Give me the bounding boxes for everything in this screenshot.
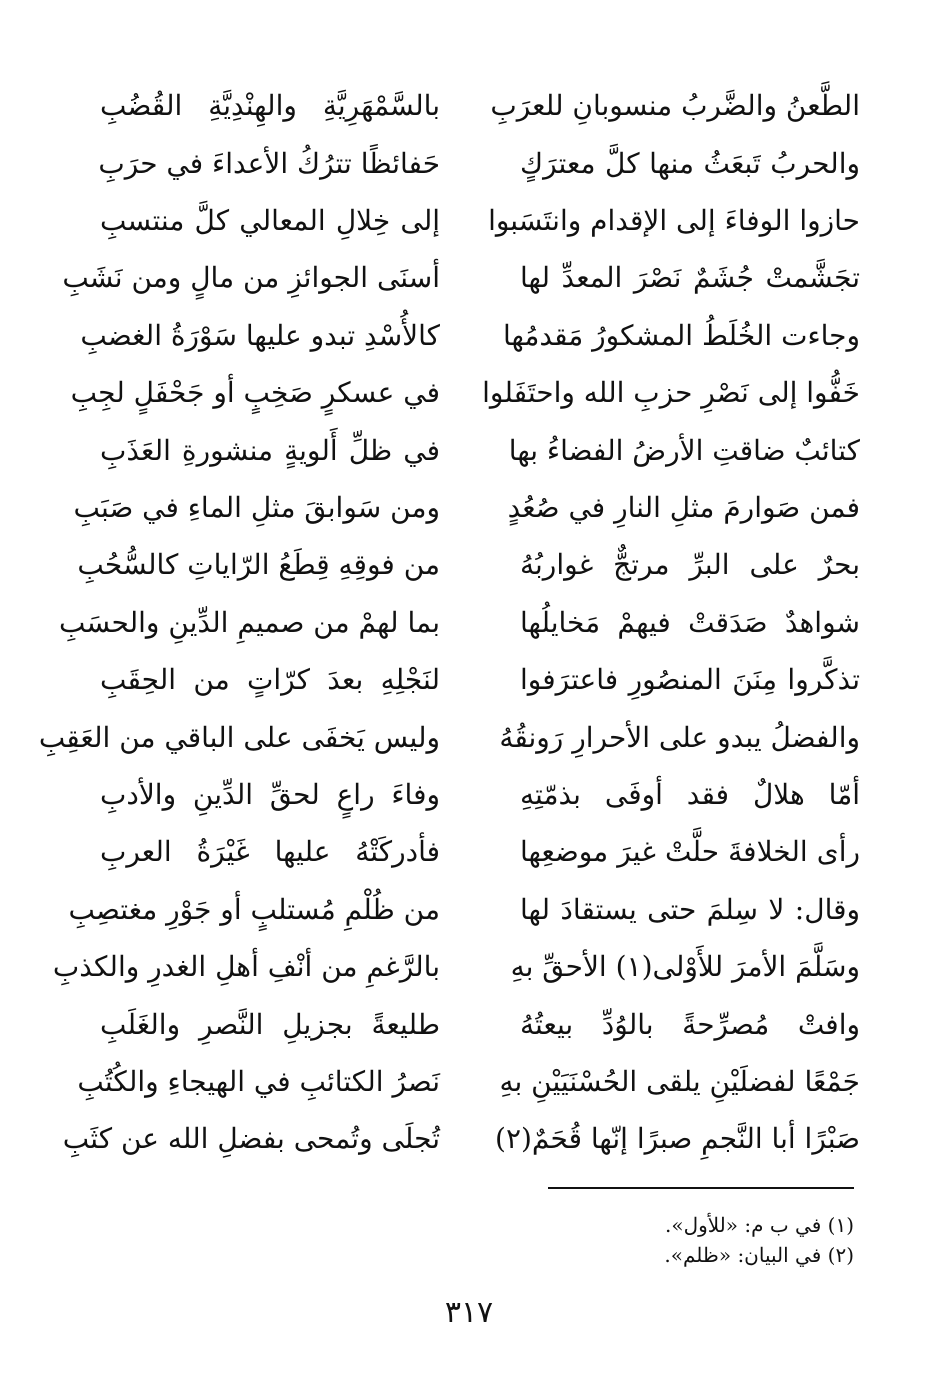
first-hemistich: جَمْعًا لفضلَيْنِ يلقى الحُسْنَيَيْنِ بهِ bbox=[499, 1064, 860, 1098]
footnote-separator bbox=[548, 1187, 854, 1189]
second-hemistich: بما لهمْ من صميمِ الدِّينِ والحسَبِ bbox=[59, 605, 440, 639]
second-hemistich: إلى خِلالِ المعالي كلَّ منتسبِ bbox=[100, 204, 440, 238]
first-hemistich: شواهدٌ صَدَقتْ فيهمْ مَخايلُها bbox=[520, 605, 860, 639]
verse-line bbox=[100, 78, 860, 135]
first-hemistich: صَبْرًا أبا النَّجمِ صبرًا إنّها قُحَمٌ(٢) bbox=[495, 1122, 860, 1156]
first-hemistich: تجَشَّمتْ جُشَمٌ نَصْرَ المعدِّ لها bbox=[520, 261, 860, 295]
second-hemistich: وفاءَ راعٍ لحقِّ الدِّينِ والأدبِ bbox=[100, 777, 440, 811]
verse-line bbox=[80, 308, 860, 365]
second-hemistich: طليعةً بجزيلِ النَّصرِ والغَلَبِ bbox=[100, 1007, 440, 1041]
first-hemistich: وافتْ مُصرِّحةً بالوُدِّ بيعتُهُ bbox=[520, 1007, 860, 1041]
second-hemistich: في ظلِّ أَلويةٍ منشورةِ العَذَبِ bbox=[100, 433, 440, 467]
footnote-1: (١) في ب م: «للأول». bbox=[664, 1213, 854, 1237]
verse-line bbox=[100, 767, 860, 824]
verse-line bbox=[100, 996, 860, 1053]
second-hemistich: ومن سَوابقَ مثلِ الماءِ في صَبَبِ bbox=[73, 491, 440, 525]
verse-line bbox=[77, 1054, 860, 1111]
first-hemistich: وسَلَّمَ الأمرَ للأَوْلى(١) الأحقِّ بهِ bbox=[510, 950, 860, 984]
verse-line bbox=[38, 709, 860, 766]
second-hemistich: بالسَّمْهَرِيَّةِ والهِنْدِيَّةِ القُضُبِ bbox=[100, 89, 440, 123]
first-hemistich: وجاءت الخُلَطُ المشكورُ مَقدمُها bbox=[502, 318, 860, 352]
first-hemistich: والحربُ تَبعَثُ منها كلَّ معترَكٍ bbox=[520, 146, 860, 180]
second-hemistich: نَصرُ الكتائبِ في الهيجاءِ والكُتُبِ bbox=[77, 1064, 440, 1098]
verse-line bbox=[100, 652, 860, 709]
second-hemistich: حَفائظًا تترُكُ الأعداءَ في حرَبِ bbox=[98, 146, 440, 180]
verse-line bbox=[52, 939, 860, 996]
second-hemistich: تُجلَى وتُمحى بفضلِ الله عن كثَبِ bbox=[62, 1122, 440, 1156]
first-hemistich: رأى الخلافةَ حلَّتْ غيرَ موضعِها bbox=[520, 835, 860, 869]
verse-line bbox=[62, 1111, 860, 1168]
first-hemistich: والفضلُ يبدو على الأحرارِ رَونقُهُ bbox=[499, 720, 860, 754]
verse-line bbox=[100, 193, 860, 250]
verse-line bbox=[100, 824, 860, 881]
first-hemistich: حازوا الوفاءَ إلى الإقدام وانتَسَبوا bbox=[488, 204, 860, 238]
verse-line bbox=[62, 250, 860, 307]
second-hemistich: من فوقِهِ قِطَعُ الرّاياتِ كالسُّحُبِ bbox=[77, 548, 440, 582]
poem bbox=[38, 78, 860, 1168]
footnote-2: (٢) في البيان: «ظلم». bbox=[664, 1243, 854, 1267]
first-hemistich: تذكَّروا مِنَنَ المنصُورِ فاعترَفوا bbox=[520, 663, 860, 697]
second-hemistich: وليس يَخفَى على الباقي من العَقِبِ bbox=[38, 720, 440, 754]
second-hemistich: أسنَى الجوائزِ من مالٍ ومن نَشَبِ bbox=[62, 261, 440, 295]
second-hemistich: من ظُلْمِ مُستلبٍ أو جَوْرِ مغتصِبِ bbox=[68, 892, 440, 926]
verse-line bbox=[68, 881, 860, 938]
first-hemistich: الطَّعنُ والضَّربُ منسوبانِ للعرَبِ bbox=[490, 89, 860, 123]
verse-line bbox=[77, 537, 860, 594]
verse-line bbox=[70, 365, 860, 422]
second-hemistich: بالرَّغمِ من أنْفِ أهلِ الغدرِ والكذبِ bbox=[52, 950, 440, 984]
first-hemistich: خَفُّوا إلى نَصْرِ حزبِ الله واحتَفَلوا bbox=[482, 376, 860, 410]
first-hemistich: وقال: لا سِلمَ حتى يستقادَ لها bbox=[520, 892, 860, 926]
first-hemistich: كتائبٌ ضاقتِ الأرضُ الفضاءُ بها bbox=[508, 433, 860, 467]
verse-line bbox=[100, 422, 860, 479]
first-hemistich: بحرٌ على البرِّ مرتجٌّ غواربُهُ bbox=[520, 548, 860, 582]
footnotes bbox=[664, 1210, 854, 1270]
first-hemistich: أمّا هلالٌ فقد أوفَى بذمّتِهِ bbox=[520, 777, 860, 811]
page-number: ٣١٧ bbox=[444, 1295, 494, 1330]
second-hemistich: فأدركَتْهُ عليها غَيْرَةُ العربِ bbox=[100, 835, 440, 869]
verse-line bbox=[100, 135, 860, 192]
second-hemistich: كالأُسْدِ تبدو عليها سَوْرَةُ الغضبِ bbox=[80, 318, 440, 352]
second-hemistich: لنَجْلِهِ بعدَ كرّاتٍ من الحِقَبِ bbox=[100, 663, 440, 697]
verse-line bbox=[59, 595, 860, 652]
verse-line bbox=[73, 480, 860, 537]
second-hemistich: في عسكرٍ صَخِبٍ أو جَحْفَلٍ لجِبِ bbox=[70, 376, 440, 410]
first-hemistich: فمن صَوارمَ مثلِ النارِ في صُعُدٍ bbox=[507, 491, 860, 525]
